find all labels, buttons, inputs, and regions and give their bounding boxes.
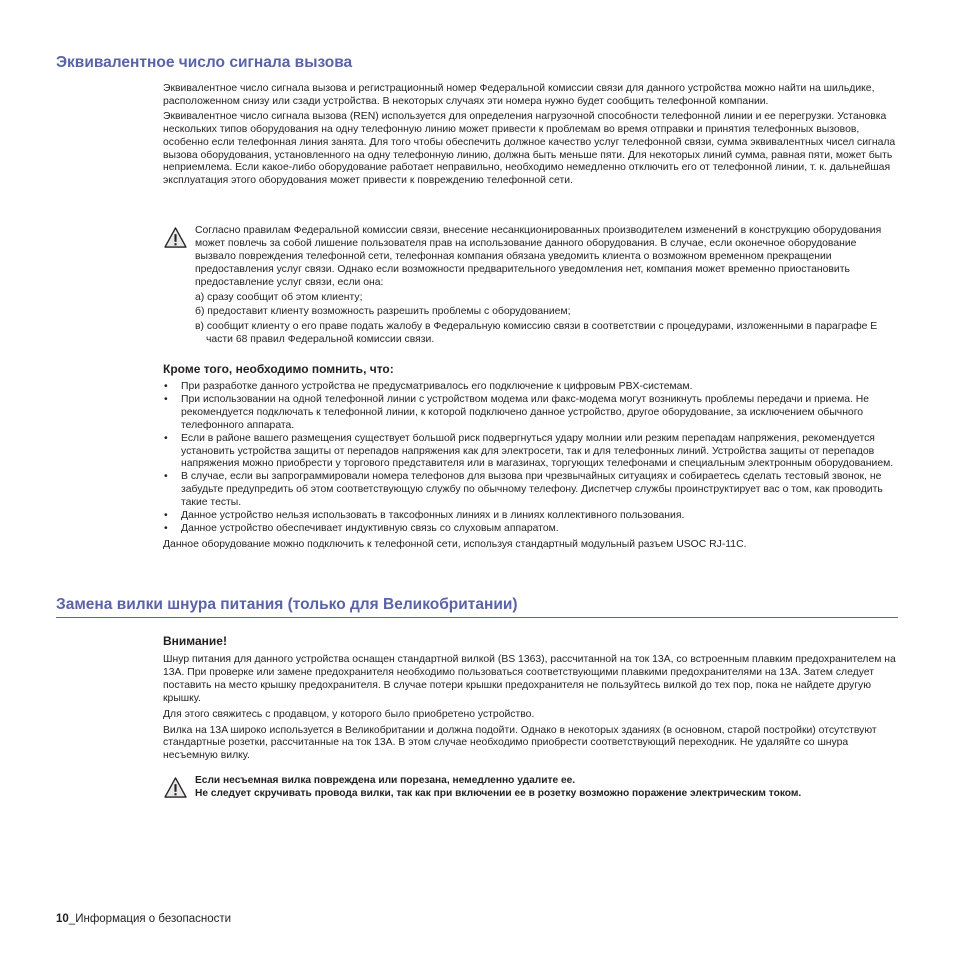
footer-separator: _ (68, 913, 76, 925)
fcc-warning-item-a: а) сразу сообщит об этом клиенту; (195, 291, 363, 303)
plug-instructions-text (163, 654, 898, 763)
attention-heading: Внимание! (163, 634, 227, 648)
remember-list-block (163, 381, 898, 552)
ren-paragraph-2: Эквивалентное число сигнала вызова (REN) используется для определения нагрузочной способности телефонной линии и ее перегрузки. Установка нескольких типов оборудования на одну телефонную линию может привести к проблемам во время отправки и принятия телефонных вызовов, особенно если телефонная линия занята. Для того чтобы обеспечить должное качество услуг телефонной связи, сумма эквивалентных чисел сигнала вызова оборудования, установленного на одну телефонную линию, должна быть меньше пяти. Для некоторых линий сумма, равная пяти, может быть неприемлема. Если какое-либо оборудование работает неправильно, необходимо немедленно отключить его от телефонной линии, т. к. дальнейшая эксплуатация этого оборудования может привести к повреждению телефонной сети. (163, 110, 896, 187)
list-item: • Данное устройство обеспечивает индуктивную связь со слуховым аппаратом. (163, 523, 898, 536)
list-item: • Если в районе вашего размещения существует большой риск подвергнуться удару молнии или резким перепадам напряжения, рекомендуется установить устройства защиты от перепадов напряжения как для электросети, так и для телефонных линий. Устройства защиты от перепадов напряжения можно приобрести у торгового представителя или в магазинах, торгующих телефонами и специальным электронным оборудованием. (163, 433, 898, 472)
list-item: • При разработке данного устройства не предусматривалось его подключение к цифровым PBX-системам. (163, 381, 898, 394)
list-item: • При использовании на одной телефонной линии с устройством модема или факс-модема могут возникнуть проблемы передачи и приема. Не рекомендуется подключать к телефонной линии, к которой подключено данное устройство, другое оборудование, за исключением обычного телефонного аппарата. (163, 394, 898, 433)
also-remember-heading: Кроме того, необходимо помнить, что: (163, 362, 394, 376)
section-divider (56, 617, 898, 618)
page-number: 10 (56, 913, 69, 925)
plug-warning-line-1: Если несъемная вилка повреждена или порезана, немедленно удалите ее. (195, 775, 576, 786)
section-title-plug-replacement: Замена вилки шнура питания (только для Великобритании) (56, 596, 518, 613)
remember-bullet-list (163, 381, 898, 536)
plug-paragraph-3: Вилка на 13A широко используется в Великобритании и должна подойти. Однако в некоторых зданиях (в основном, старой постройки) отсутствуют стандартные розетки, рассчитанные на ток 13A. В этом случае необходимо приобрести соответствующий переходник. Не удаляйте со шнура несъемную вилку. (163, 724, 877, 762)
list-item: • В случае, если вы запрограммировали номера телефонов для вызова при чрезвычайных ситуациях и собираетесь сделать тестовый звонок, не забудьте предупредить об этом соответствующую службу по обычному телефону. Диспетчер службы проинструктирует вас о том, как проводить такие тесты. (163, 471, 898, 510)
rj11c-connection-text: Данное оборудование можно подключить к телефонной сети, используя стандартный модульный разъем USOC RJ-11C. (163, 538, 747, 550)
fcc-warning-item-b: б) предоставит клиенту возможность разрешить проблемы с оборудованием; (195, 306, 571, 318)
footer-section-label: Информация о безопасности (75, 913, 232, 925)
page-footer (56, 913, 231, 925)
ren-paragraph-1: Эквивалентное число сигнала вызова и регистрационный номер Федеральной комиссии связи для данного устройства можно найти на шильдике, расположенном снизу или сзади устройства. В некоторых случаях эти номера нужно будет сообщить телефонной компании. (163, 83, 875, 107)
plug-warning-line-2: Не следует скручивать провода вилки, так как при включении ее в розетку возможно поражение электрическим током. (195, 787, 802, 799)
warning-triangle-icon (164, 777, 187, 798)
plug-paragraph-2: Для этого свяжитесь с продавцом, у которого было приобретено устройство. (163, 708, 535, 720)
fcc-warning-text: Согласно правилам Федеральной комиссии связи, внесение несанкционированных производителем изменений в конструкцию оборудования может повлечь за собой лишение пользователя прав на использование данного оборудования. В случае, если оконечное оборудование вызвало повреждения телефонной сети, телефонная компания обязана уведомить клиента о возможном временном прекращении предоставления услуг связи. Однако если возможности предварительного уведомления нет, компания может временно приостановить предоставление услуг связи, если она: (195, 225, 882, 288)
warning-triangle-icon (164, 227, 187, 248)
list-item: • Данное устройство нельзя использовать в таксофонных линиях и в линиях коллективного пользования. (163, 510, 898, 523)
plug-warning-note (195, 775, 898, 801)
fcc-warning-note (195, 225, 898, 347)
ren-intro-text (163, 83, 898, 188)
section-title-ren: Эквивалентное число сигнала вызова (56, 54, 353, 71)
plug-paragraph-1: Шнур питания для данного устройства оснащен стандартной вилкой (BS 1363), рассчитанной на ток 13A, со встроенным плавким предохранителем на 13A. При проверке или замене предохранителя необходимо пользоваться соответствующими плавкими предохранителями на 13A. Затем следует поставить на место крышку предохранителя. В случае потери крышки предохранителя не пользуйтесь вилкой до тех пор, пока не найдете другую крышку. (163, 654, 896, 704)
fcc-warning-item-c: в) сообщит клиенту о его праве подать жалобу в Федеральную комиссию связи в соответствии с процедурами, изложенными в параграфе E части 68 правил Федеральной комиссии связи. (195, 321, 878, 346)
